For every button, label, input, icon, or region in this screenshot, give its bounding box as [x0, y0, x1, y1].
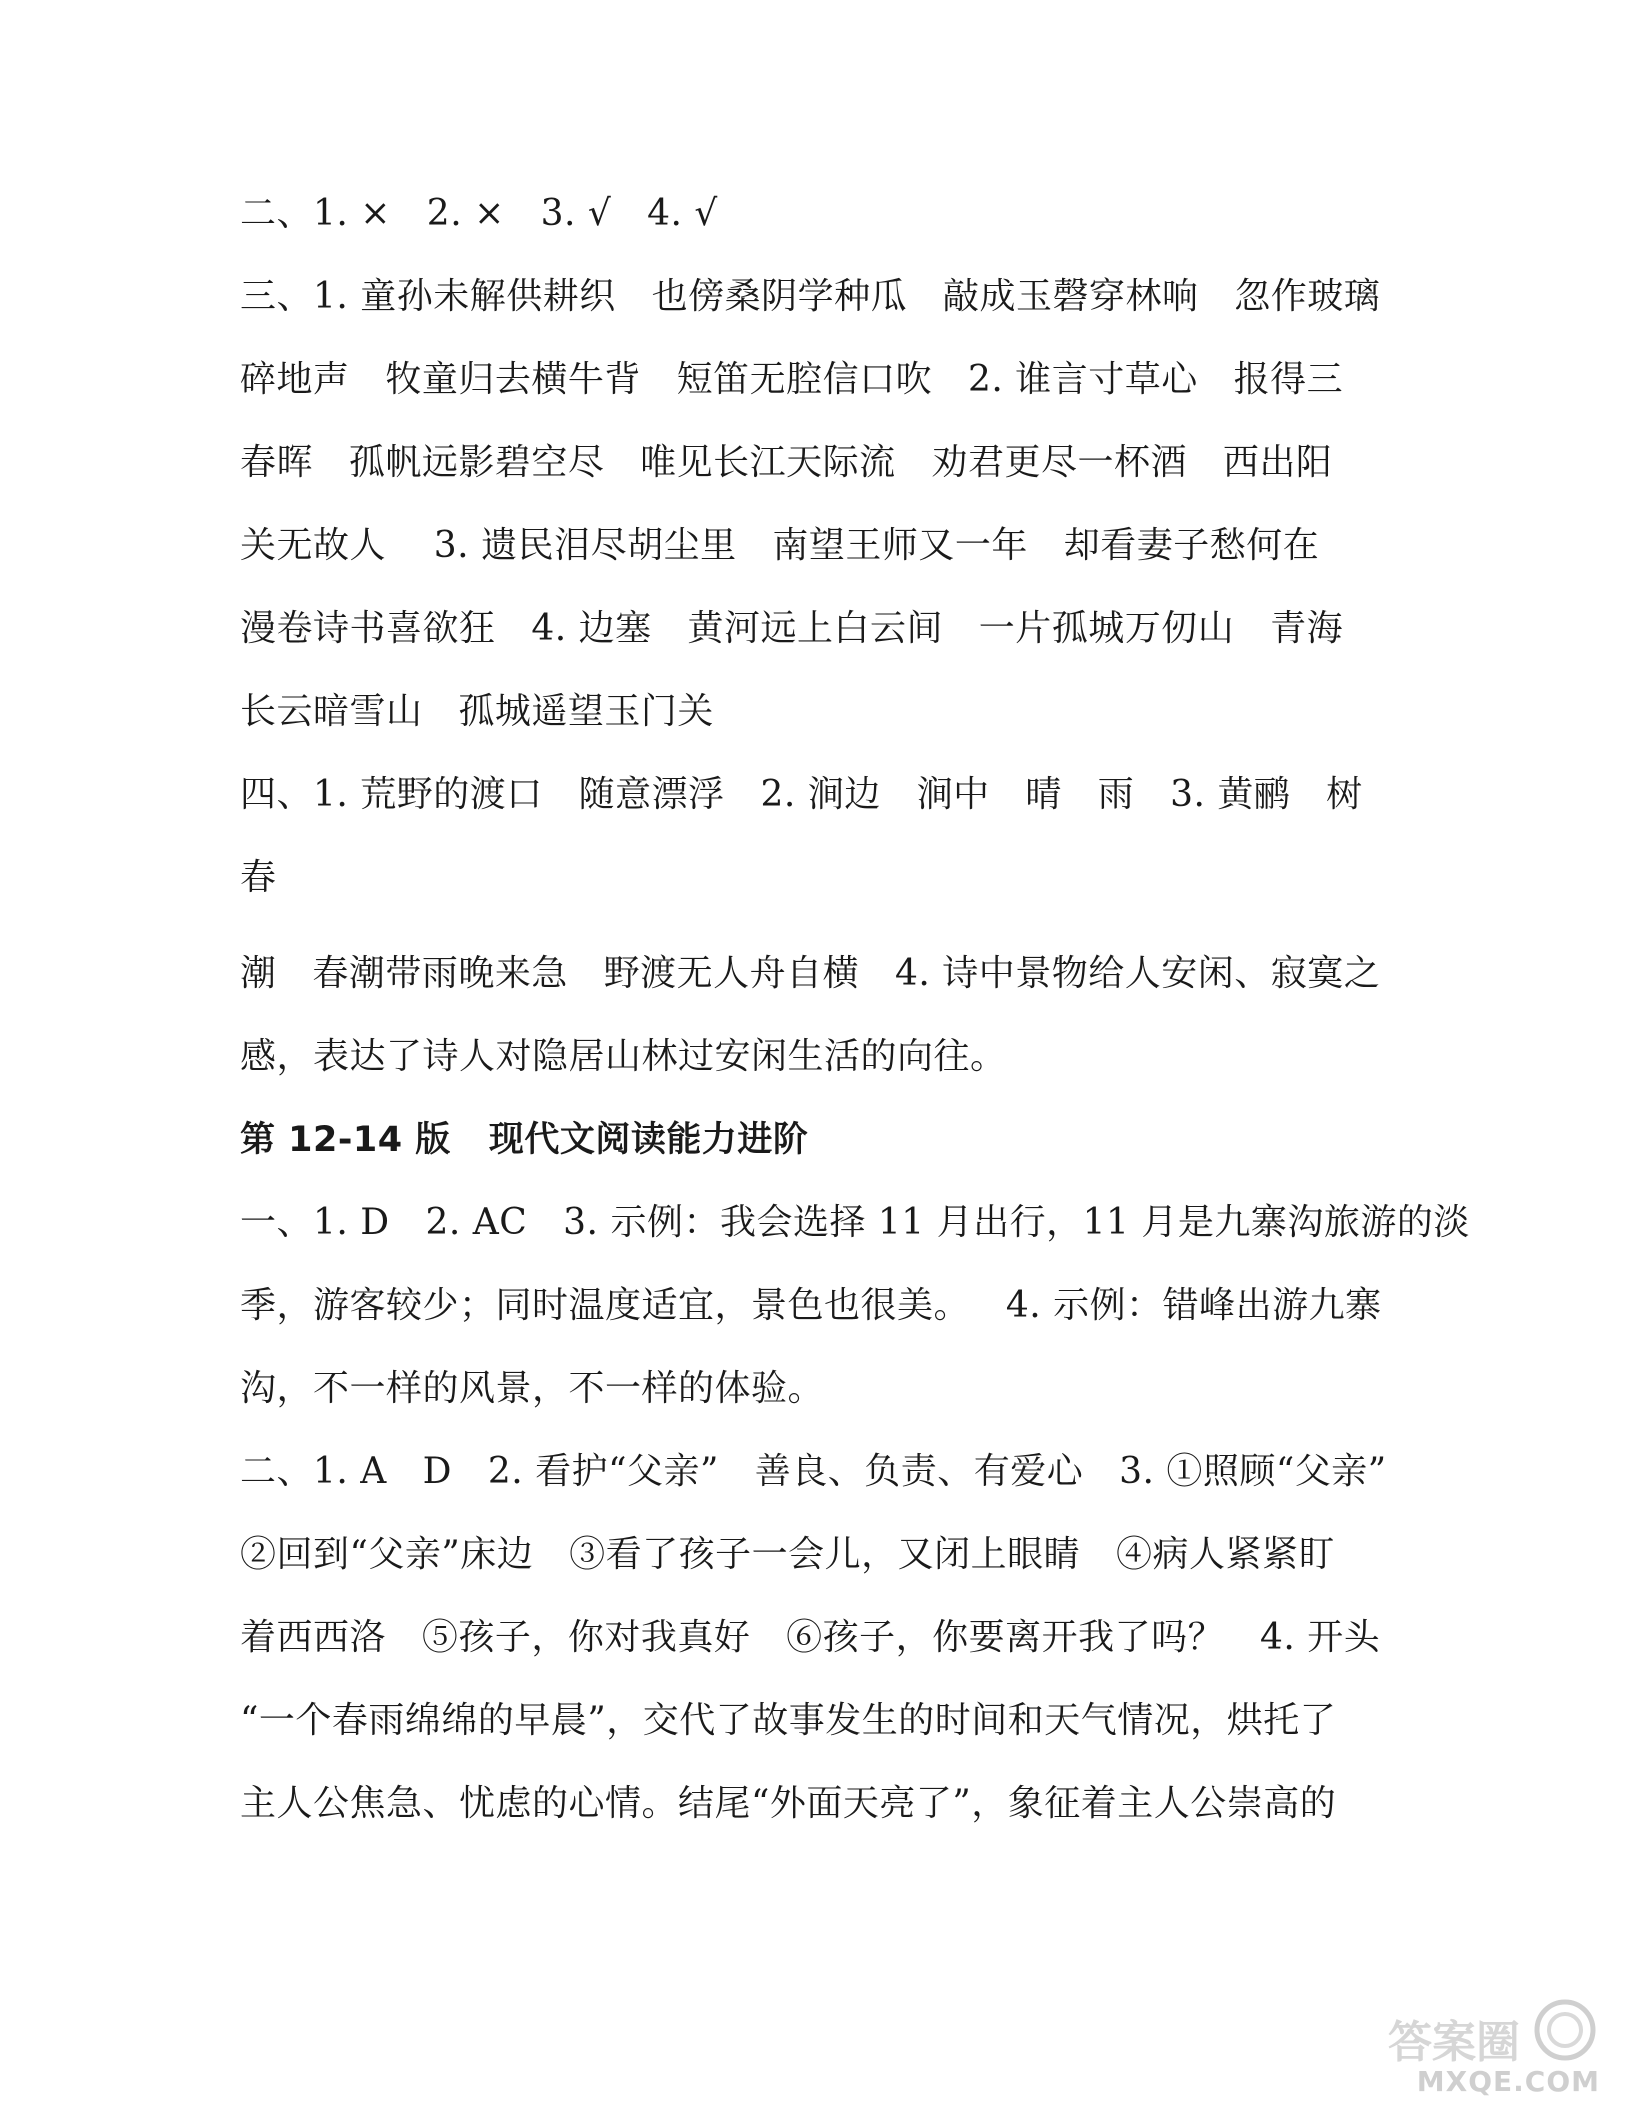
answer-line: 潮 春潮带雨晚来急 野渡无人舟自横 4. 诗中景物给人安闲、寂寞之 — [240, 953, 1381, 994]
answer-line: 四、1. 荒野的渡口 随意漂浮 2. 涧边 涧中 晴 雨 3. 黄鹂 树 — [240, 774, 1363, 815]
section-heading: 第 12-14 版 现代文阅读能力进阶 — [240, 1120, 809, 1160]
answer-line: 着西西洛 ⑤孩子，你对我真好 ⑥孩子，你要离开我了吗？ 4. 开头 — [240, 1617, 1381, 1658]
answer-line: 一、1. D 2. AC 3. 示例：我会选择 11 月出行，11 月是九寨沟旅游的淡 — [240, 1202, 1470, 1243]
answer-line: 感，表达了诗人对隐居山林过安闲生活的向往。 — [240, 1036, 1007, 1077]
answer-line: 长云暗雪山 孤城遥望玉门关 — [240, 691, 714, 732]
answer-line: ②回到“父亲”床边 ③看了孩子一会儿，又闭上眼睛 ④病人紧紧盯 — [240, 1534, 1335, 1575]
answer-line: 季，游客较少；同时温度适宜，景色也很美。 4. 示例：错峰出游九寨 — [240, 1285, 1382, 1326]
answer-line: 二、1. × 2. × 3. √ 4. √ — [240, 193, 718, 234]
answer-line: 沟，不一样的风景，不一样的体验。 — [240, 1368, 825, 1409]
answer-line: 碎地声 牧童归去横牛背 短笛无腔信口吹 2. 谁言寸草心 报得三 — [240, 359, 1344, 400]
answer-line: 关无故人 3. 遗民泪尽胡尘里 南望王师又一年 却看妻子愁何在 — [240, 525, 1320, 566]
answer-line: 三、1. 童孙未解供耕织 也傍桑阴学种瓜 敲成玉磬穿林响 忽作玻璃 — [240, 276, 1381, 317]
answer-line: 主人公焦急、忧虑的心情。结尾“外面天亮了”，象征着主人公崇高的 — [240, 1783, 1337, 1824]
watermark — [1374, 1998, 1604, 2098]
answer-line: 二、1. A D 2. 看护“父亲” 善良、负责、有爱心 3. ①照顾“父亲” — [240, 1451, 1387, 1492]
answer-line: 春 — [240, 857, 277, 898]
watermark-url: MXQE.COM — [1416, 2065, 1600, 2098]
watermark-title: 答案圈 — [1388, 2017, 1520, 2068]
answer-line: 漫卷诗书喜欲狂 4. 边塞 黄河远上白云间 一片孤城万仞山 青海 — [240, 608, 1344, 649]
answer-line: “一个春雨绵绵的早晨”，交代了故事发生的时间和天气情况，烘托了 — [240, 1700, 1337, 1741]
answer-line: 春晖 孤帆远影碧空尽 唯见长江天际流 劝君更尽一杯酒 西出阳 — [240, 442, 1333, 483]
watermark-seal-icon — [1526, 1998, 1604, 2062]
